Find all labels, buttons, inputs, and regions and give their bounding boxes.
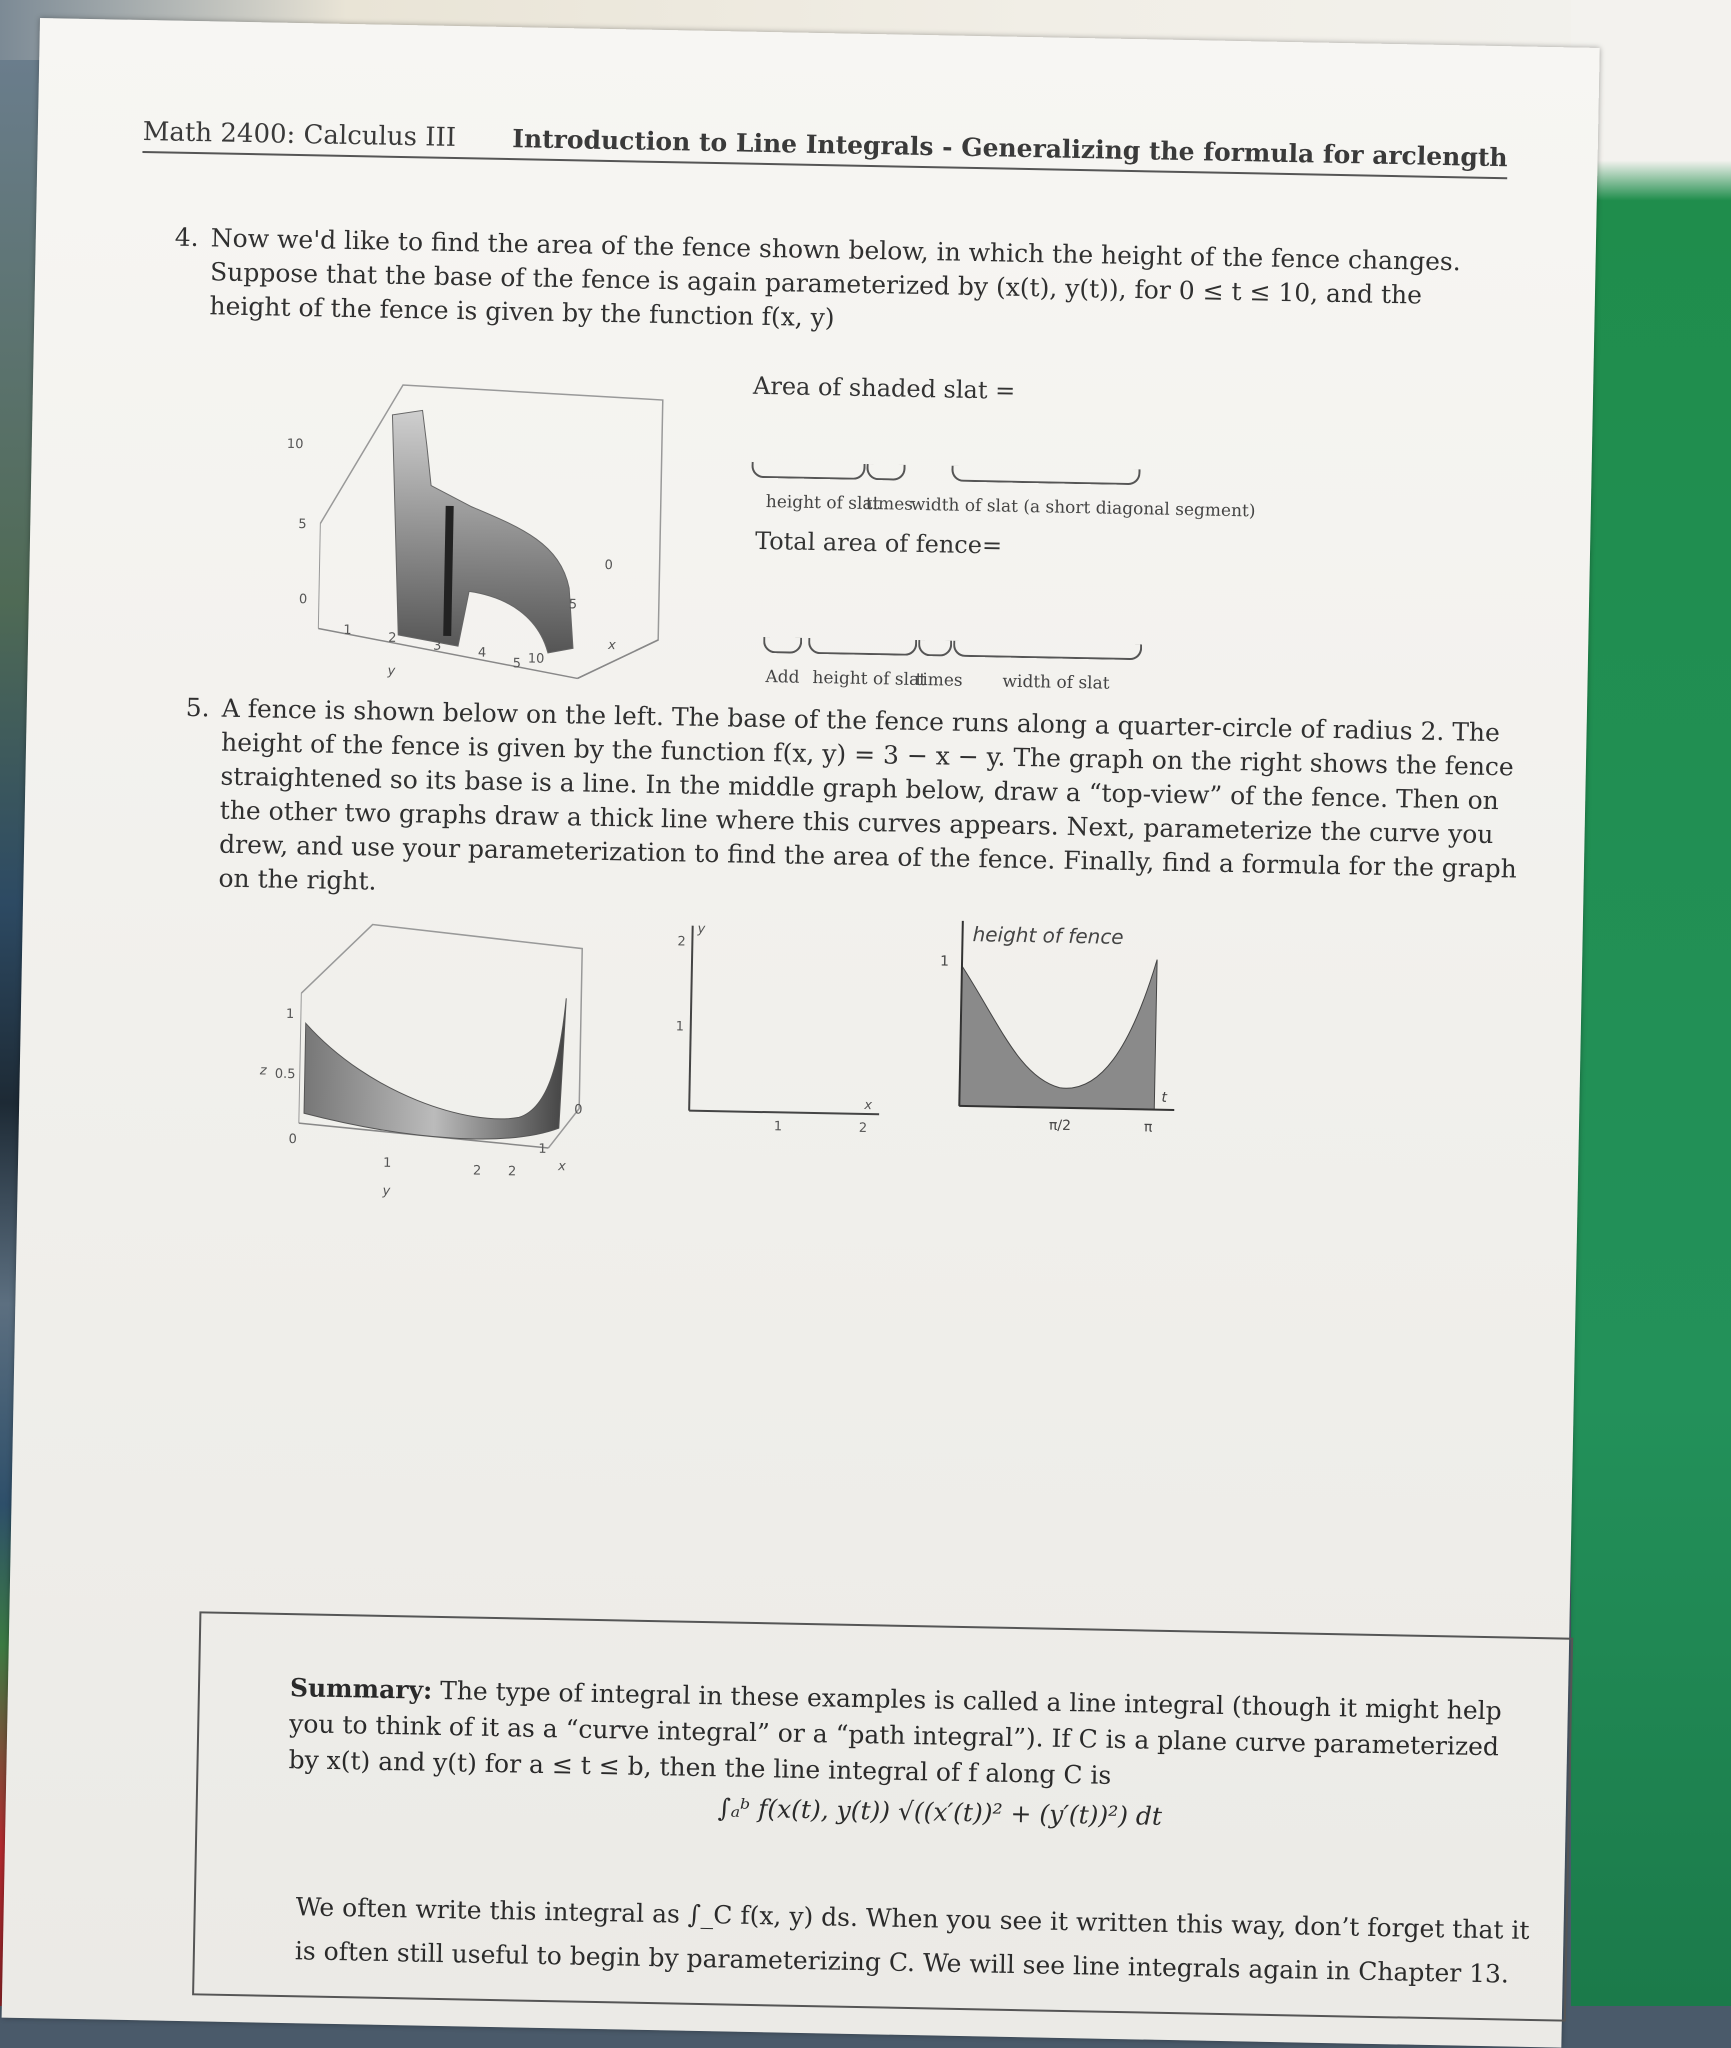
- label-width-of-slat: width of slat (a short diagonal segment): [910, 494, 1256, 522]
- z-tick-1: 1: [285, 1006, 295, 1023]
- problem-5-fence-plot: [257, 902, 623, 1209]
- problem-5-top-view-axes: [674, 910, 898, 1144]
- y-tick-1: 1: [939, 953, 950, 970]
- background-green-folder: [1571, 0, 1731, 2006]
- area-of-slat-label: Area of shaded slat =: [752, 371, 1016, 405]
- brace-total-times: [918, 640, 952, 657]
- z-tick-10: 10: [286, 436, 304, 453]
- x-tick-0: 0: [604, 557, 614, 574]
- summary-tail: We often write this integral as ∫_C f(x, y) ds. When you see it written this way, don’t forget that it is often still useful to begin by parameterizing C. We will see line integrals again in Chapter 13.: [294, 1892, 1530, 1989]
- y-tick-5: 5: [512, 656, 522, 672]
- label-total-width: width of slat: [1002, 671, 1110, 694]
- problem-4-fence-plot: [277, 353, 703, 701]
- z-tick-0.5: 0.5: [274, 1066, 296, 1083]
- brace-total-width: [953, 641, 1142, 661]
- problem-4: [174, 221, 1511, 348]
- z-tick-0: 0: [288, 1131, 297, 1148]
- z-tick-5: 5: [298, 517, 307, 533]
- y-tick-2: 2: [472, 1163, 482, 1179]
- x-tick-2: 2: [507, 1164, 517, 1180]
- brace-times: [866, 464, 905, 481]
- y-axis-label: y: [382, 1183, 391, 1199]
- problem-5-height-plot: [929, 905, 1193, 1140]
- y-tick-1: 1: [382, 1155, 392, 1171]
- problem-4-text: Now we'd like to find the area of the fence shown below, in which the height of the fence changes. Suppose that the base of the fence is again parameterized by (x(t), y(t)), for 0 ≤ t ≤ 10, and the height of the fence is given by the function f(x, y): [209, 223, 1462, 333]
- x-tick-0: 0: [573, 1102, 583, 1118]
- x-tick-5: 5: [568, 597, 578, 613]
- y-axis-label: y: [697, 921, 706, 937]
- problem-4-number: 4.: [174, 222, 199, 253]
- summary-body: The type of integral in these examples is called a line integral (though it might help you to think of it as a “curve integral” or a “path integral”). If C is a plane curve parameterized by x(t) and y(t) for a ≤ t ≤ b, then the line integral of f along C is: [288, 1675, 1502, 1790]
- y-tick-1: 1: [675, 1019, 685, 1035]
- label-total-height: height of slat: [812, 667, 927, 691]
- brace-add: [763, 637, 802, 654]
- topic-title: Introduction to Line Integrals - Generalizing the formula for arclength: [512, 124, 1508, 173]
- problem-5-text: A fence is shown below on the left. The base of the fence runs along a quarter-circle of radius 2. The height of the fence is given by the function f(x, y) = 3 − x − y. The graph on the right shows the fence straightened so its base is a line. In the middle graph below, draw a “top-view” of the fence. Then on the other two graphs draw a thick line where this curves appears. Next, parameterize the curve you drew, and use your parameterization to find the area of the fence. Finally, find a formula for the graph on the right.: [218, 693, 1518, 896]
- total-area-label: Total area of fence=: [754, 526, 1003, 560]
- z-tick-0: 0: [298, 592, 308, 608]
- summary-box: [192, 1611, 1573, 2021]
- brace-width-of-slat: [951, 466, 1140, 486]
- x-axis-label: x: [864, 1098, 873, 1114]
- line-integral-formula: ∫ₐᵇ f(x(t), y(t)) √((x′(t))² + (y′(t))²) dt: [717, 1793, 1163, 1831]
- y-tick-4: 4: [477, 645, 487, 661]
- x-tick-pi-over-2: π/2: [1048, 1117, 1072, 1134]
- brace-total-height: [808, 638, 917, 656]
- summary-lead: Summary:: [289, 1673, 433, 1705]
- summary-text-block: [288, 1670, 1530, 1802]
- y-tick-2: 2: [388, 630, 397, 646]
- brace-height-of-slat: [751, 462, 865, 480]
- y-tick-1: 1: [343, 622, 352, 639]
- y-axis-label: y: [387, 663, 396, 679]
- course-title: Math 2400: Calculus III: [142, 116, 457, 154]
- label-total-times: times: [915, 669, 963, 691]
- page-header: [142, 115, 1507, 179]
- t-axis-label: t: [1161, 1089, 1168, 1106]
- problem-5: [185, 692, 1522, 921]
- x-tick-1: 1: [773, 1119, 783, 1135]
- x-tick-10: 10: [527, 651, 545, 667]
- x-tick-pi: π: [1143, 1119, 1153, 1136]
- label-add: Add: [765, 667, 800, 688]
- worksheet-page: [2, 18, 1600, 2048]
- z-axis-label: z: [259, 1063, 267, 1079]
- problem-5-number: 5.: [185, 692, 210, 723]
- label-height-of-slat: height of slat: [765, 492, 880, 515]
- x-axis-label: x: [557, 1159, 566, 1175]
- y-tick-2: 2: [677, 934, 686, 950]
- x-tick-1: 1: [538, 1141, 547, 1157]
- height-of-fence-label: height of fence: [972, 922, 1124, 949]
- x-axis-label: x: [607, 638, 616, 654]
- label-times: times: [865, 493, 914, 515]
- x-tick-2: 2: [858, 1120, 868, 1137]
- y-tick-3: 3: [432, 638, 442, 654]
